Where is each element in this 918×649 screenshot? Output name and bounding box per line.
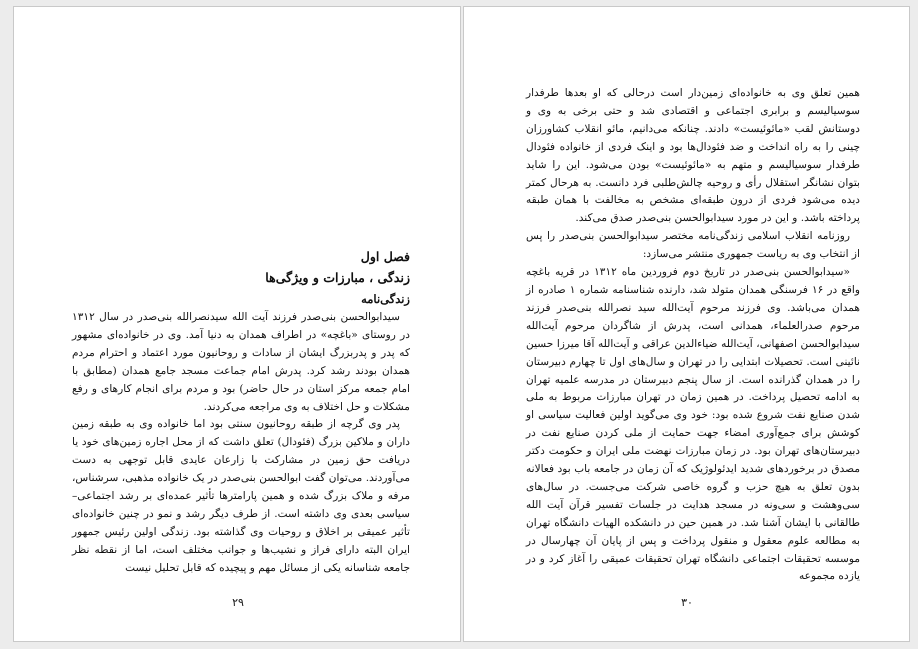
chapter-subtitle: زندگی ، مبارزات و ویژگی‌ها	[265, 270, 410, 285]
left-page	[13, 6, 461, 642]
paragraph: پدر وی گرچه از طبقه روحانیون سنتی بود اما خانواده وی به طبقه زمین داران و ملاکین بزرگ (فئودال) تعلق داشت که از محل اجاره زمین‌های خود یا دریافت حق زمین در مشارکت با زارعان عایدی قابل توجهی به دست می‌آوردند. می‌توان گفت ابوالحسن بنی‌صدر در یک خانواده مذهبی، سرشناس، مرفه و ملاک بزرگ شده و همین پارامترها تأثیر عمده‌ای بر رشد اجتماعی– سیاسی بعدی وی داشته است. از طرف دیگر رشد و نمو در چنین خانواده‌ای تأثیر عمیقی بر اخلاق و روحیات وی گذاشته بود. زندگی اولین رئیس جمهور ایران البته دارای فراز و نشیب‌ها و جوانب مختلف است، اما از نقطه نظر جامعه شناسانه یکی از مسائل مهم و پیچیده که قابل تحلیل نیست	[72, 418, 410, 574]
chapter-title: فصل اول	[360, 249, 410, 264]
page-number: ۲۹	[232, 596, 244, 609]
right-page-text-column	[526, 85, 860, 586]
section-title: زندگی‌نامه	[361, 292, 410, 306]
left-page-text-column	[72, 247, 410, 578]
paragraph: روزنامه انقلاب اسلامی زندگی‌نامه مختصر سیدابوالحسن بنی‌صدر را پس از انتخاب وی به ریاست جمهوری منتشر می‌سازد:	[526, 230, 860, 261]
paragraph: همین تعلق وی به خانواده‌ای زمین‌دار است درحالی که او بعدها طرفدار سوسیالیسم و برابری اجتماعی و اقتصادی شد و حتی برخی به وی و دوستانش لقب «مائوئیست» دادند. چنانکه می‌دانیم، مائو انقلاب کشاورزان چینی را به راه انداخت و ضد فئودال‌ها بود و اینک فردی از خانواده فئودال طرفدار سوسیالیسم و متهم به «مائوئیست» بودن می‌شود. این را شاید بتوان نشانگر استقلال رأی و روحیه چالش‌طلبی فرد دانست. به هرحال کمتر دیده می‌شود فردی از درون طبقه‌ای مشخص به مخالفت با همان طبقه پرداخته باشد. و این در مورد سیدابوالحسن بنی‌صدر صدق می‌کند.	[526, 87, 860, 225]
quoted-biography: «سیدابوالحسن بنی‌صدر در تاریخ دوم فروردین ماه ۱۳۱۲ در قریه باغچه واقع در ۱۶ فرسنگی همدان متولد شد، دارنده شناسنامه شماره ۱ صادره از همدان می‌باشد. وی فرزند مرحوم آیت‌الله سید نصرالله بنی‌صدر فرزند مرحوم صدرالعلماء، همدانی است، پدرش از شاگردان مرحوم آیت‌الله سیدابوالحسن اصفهانی، آیت‌الله ضیاءالدین عراقی و آیت‌الله آقا میرزا حسین نائینی است. تحصیلات ابتدایی را در تهران و سال‌های اول تا چهارم دبیرستان را در همدان گذرانده است. از سال پنجم دبیرستان در مدرسه علمیه تهران به ادامه تحصیل پرداخت. در همین زمان در تهران مبارزات مربوط به ملی شدن صنایع نفت شروع شده بود: خود وی می‌گوید اولین فعالیت سیاسی او کوشش برای جمع‌آوری امضاء جهت حمایت از ملی کردن صنایع نفت در دبیرستان‌های تهران بود. در زمان مبارزات نهضت ملی ایران و حکومت دکتر مصدق در برخوردهای شدید ایدئولوژیک که آن زمان در جامعه باب بود فعالانه بدون تعلق به هیچ حزب و گروه خاصی شرکت می‌جست. در سال‌های سی‌وهشت و سی‌ونه در مسجد هدایت در جلسات تفسیر قرآن آیت الله طالقانی با ایشان آشنا شد. در همین حین در دانشکده الهیات دانشگاه تهران به مطالعه علوم معقول و منقول پرداخت و پس از پایان آن چهارسال در موسسه تحقیقات اجتماعی دانشگاه تهران تحقیقات عمیقی را آغاز کرد و در یازده مجموعه	[526, 266, 860, 583]
paragraph: سیدابوالحسن بنی‌صدر فرزند آیت الله سیدنصرالله بنی‌صدر در سال ۱۳۱۲ در روستای «باغچه» در اطراف همدان به دنیا آمد. وی در خانواده‌ای مشهور که پدر و پدربزرگ ایشان از سادات و روحانیون مورد اعتماد و احترام مردم همدان بودند رشد کرد. پدرش امام جماعت مسجد جامع همدان (مطابق با امام جمعه مرکز استان در حال حاضر) بود و مردم برای انجام کارهای و رفع مشکلات و حل اختلاف به وی مراجعه می‌کردند.	[72, 311, 410, 413]
right-page	[463, 6, 910, 642]
page-number: ۳۰	[681, 596, 693, 609]
